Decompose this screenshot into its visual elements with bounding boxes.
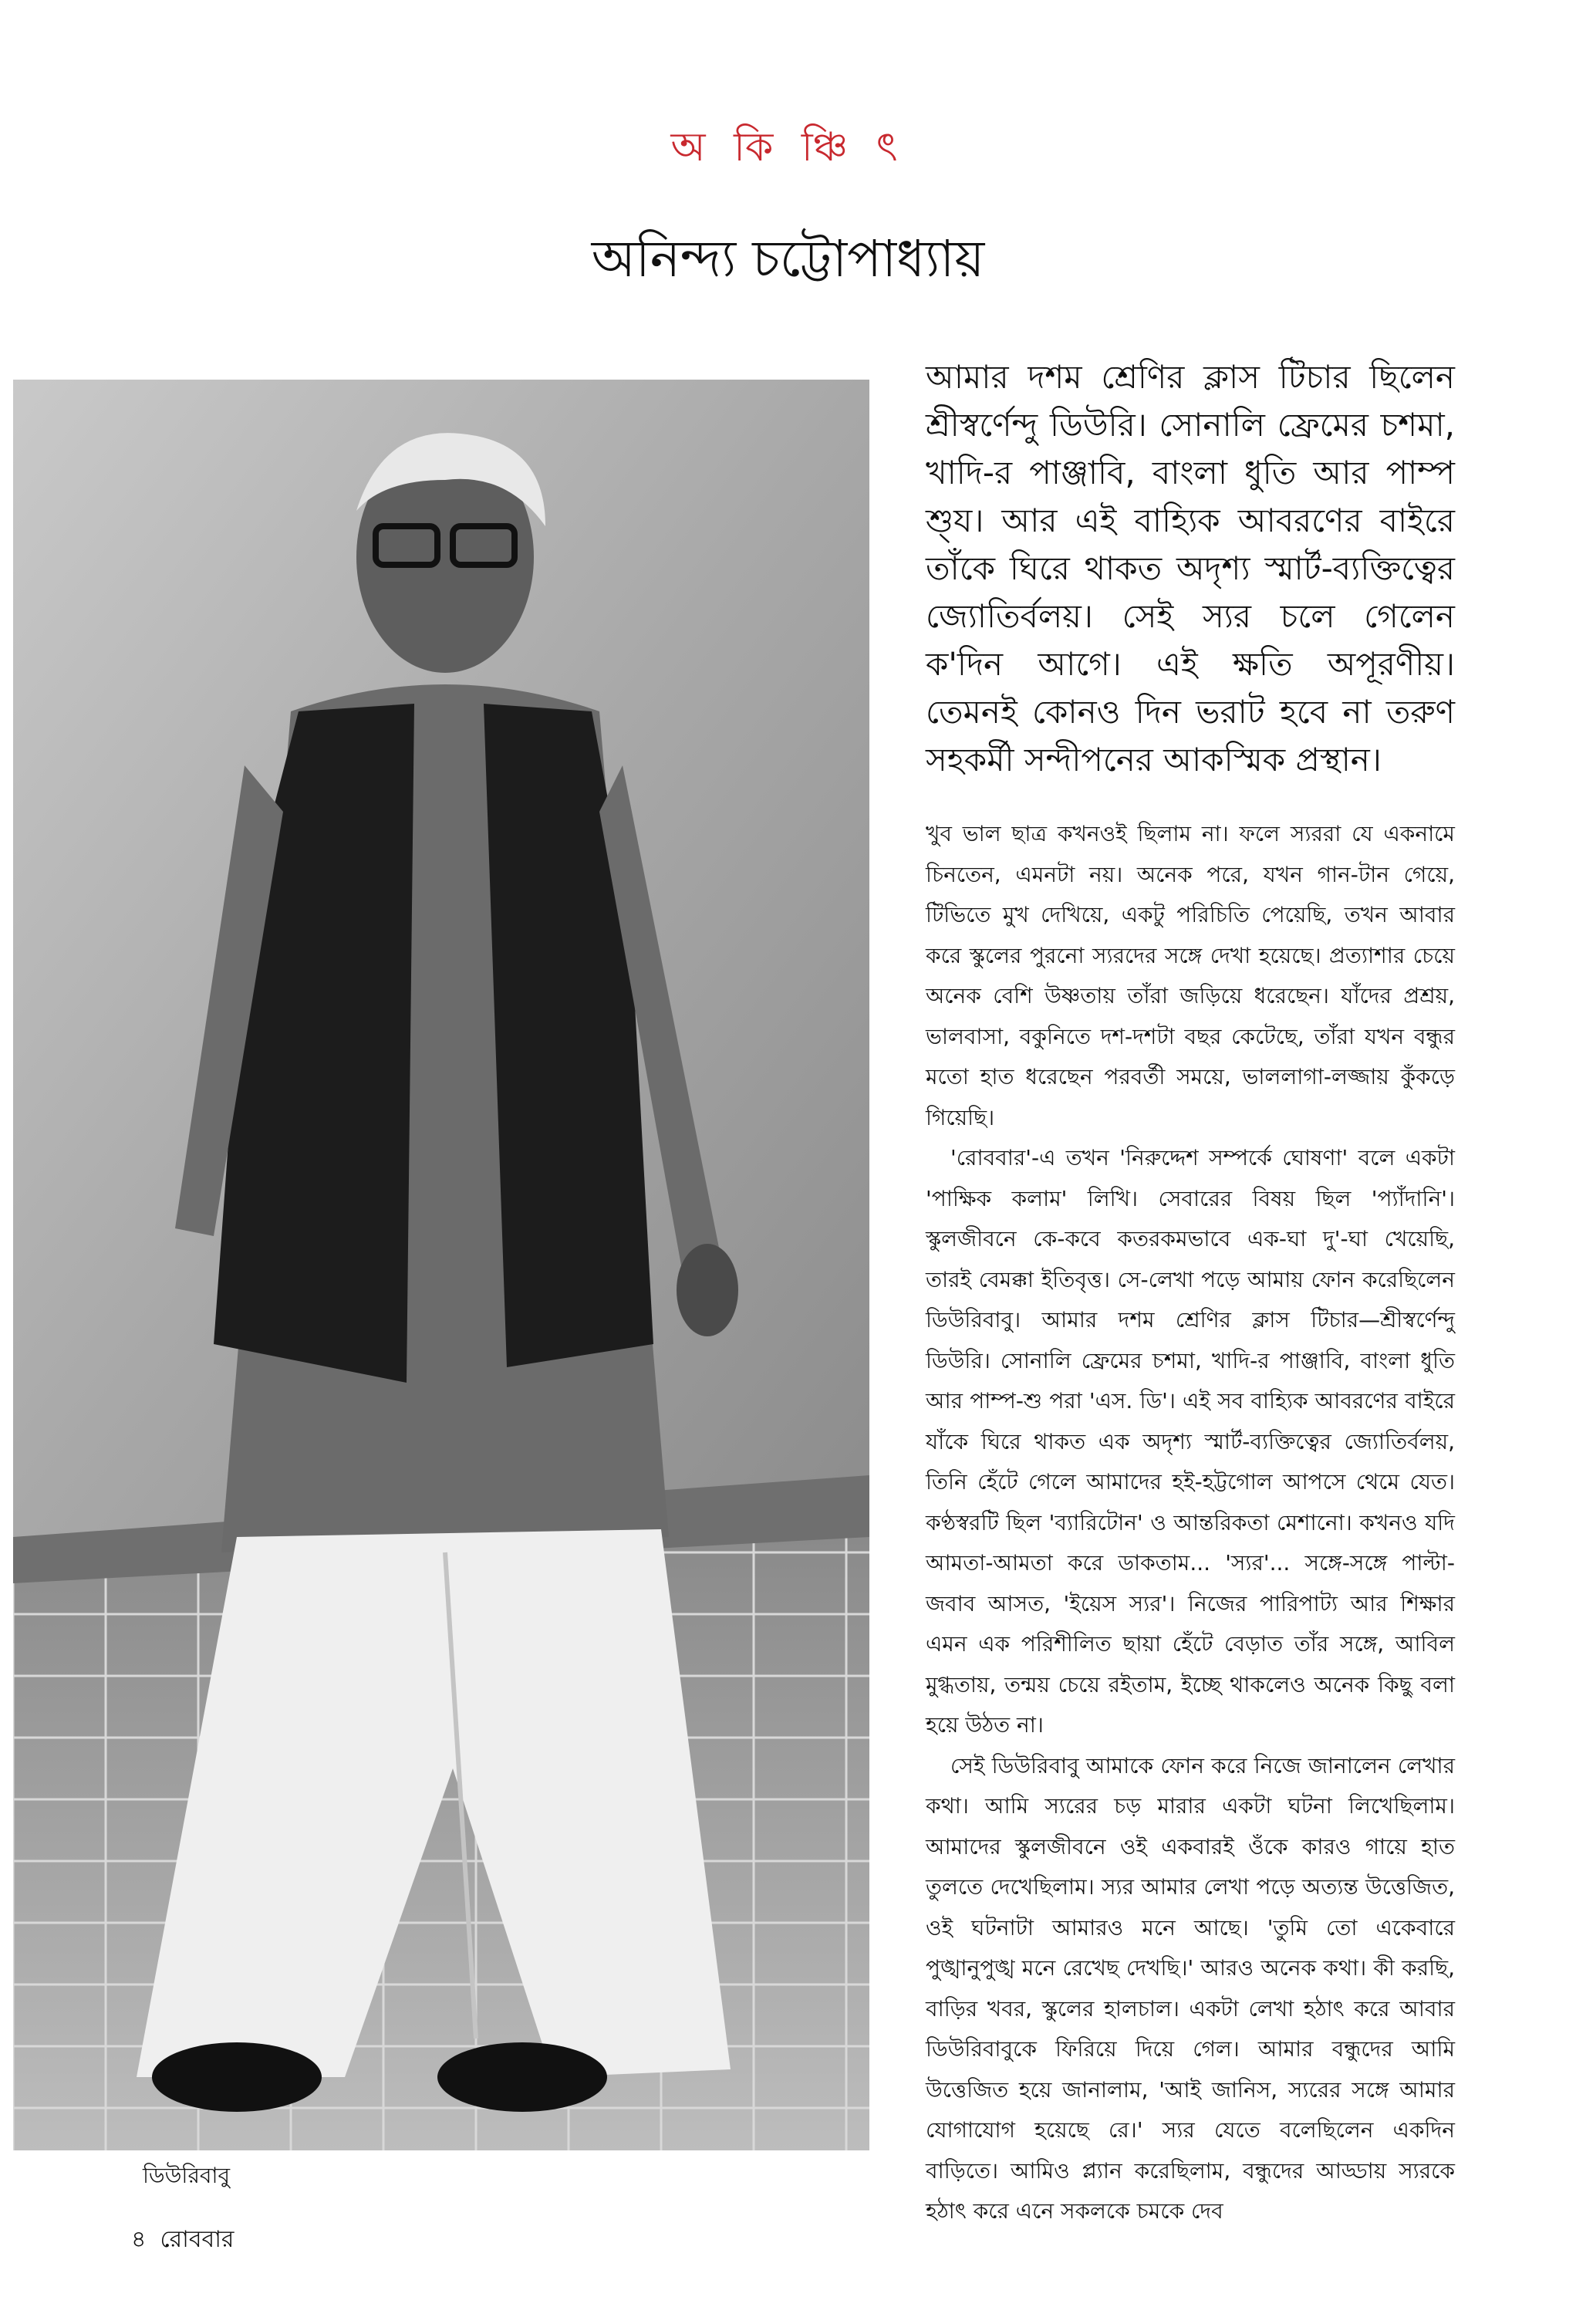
body-paragraph: খুব ভাল ছাত্র কখনওই ছিলাম না। ফলে স্যররা যে একনামে চিনতেন, এমনটা নয়। অনেক পরে, যখন গান-টান গেয়ে, টিভিতে মুখ দেখিয়ে, একটু পরিচিতি পেয়েছি, তখন আবার করে স্কুলের পুরনো স্যরদের সঙ্গে দেখা হয়েছে। প্রত্যাশার চেয়ে অনেক বেশি উষ্ণতায় তাঁরা জড়িয়ে ধরেছেন। যাঁদের প্রশ্রয়, ভালবাসা, বকুনিতে দশ-দশটা বছর কেটেছে, তাঁরা যখন বন্ধুর মতো হাত ধরেছেন পরবর্তী সময়ে, ভাললাগা-লজ্জায় কুঁকড়ে গিয়েছি।	[926, 821, 1455, 1130]
left-shoe	[152, 2042, 322, 2112]
page-folio	[131, 2221, 248, 2260]
portrait-photo	[13, 380, 869, 2150]
body-paragraph: 'রোববার'-এ তখন 'নিরুদ্দেশ সম্পর্কে ঘোষণা' বলে একটা 'পাক্ষিক কলাম' লিখি। সেবারের বিষয় ছিল 'প্যাঁদানি'। স্কুলজীবনে কে-কবে কতরকমভাবে এক-ঘা দু'-ঘা খেয়েছি, তারই বেমক্কা ইতিবৃত্ত। সে-লেখা পড়ে আমায় ফোন করেছিলেন ডিউরিবাবু। আমার দশম শ্রেণির ক্লাস টিচার—শ্রীস্বর্ণেন্দু ডিউরি। সোনালি ফ্রেমের চশমা, খাদি-র পাঞ্জাবি, বাংলা ধুতি আর পাম্প-শু পরা 'এস. ডি'। এই সব বাহ্যিক আবরণের বাইরে যাঁকে ঘিরে থাকত এক অদৃশ্য স্মার্ট-ব্যক্তিত্বের জ্যোতির্বলয়, তিনি হেঁটে গেলে আমাদের হই-হট্টগোল আপসে থেমে যেত। কণ্ঠস্বরটি ছিল 'ব্যারিটোন' ও আন্তরিকতা মেশানো। কখনও যদি আমতা-আমতা করে ডাকতাম... 'স্যর'... সঙ্গে-সঙ্গে পাল্টা-জবাব আসত, 'ইয়েস স্যর'। নিজের পারিপাট্য আর শিক্ষার এমন এক পরিশীলিত ছায়া হেঁটে বেড়াত তাঁর সঙ্গে, আবিল মুগ্ধতায়, তন্ময় চেয়ে রইতাম, ইচ্ছে থাকলেও অনেক কিছু বলা হয়ে উঠত না।	[926, 1145, 1455, 1738]
article-body	[926, 814, 1455, 2232]
author-byline: অনিন্দ্য চট্টোপাধ্যায়	[591, 229, 985, 289]
hand	[677, 1244, 738, 1336]
section-kicker: অ কি ঞ্চি ৎ	[670, 124, 906, 171]
publication-name: রোববার	[160, 2226, 235, 2253]
photo-caption: ডিউরিবাবু	[143, 2163, 231, 2188]
right-shoe	[437, 2042, 607, 2112]
portrait-illustration	[13, 380, 869, 2150]
page-number: ৪	[131, 2226, 147, 2253]
body-paragraph: সেই ডিউরিবাবু আমাকে ফোন করে নিজে জানালেন লেখার কথা। আমি স্যরের চড় মারার একটা ঘটনা লিখেছিলাম। আমাদের স্কুলজীবনে ওই একবারই ওঁকে কারও গায়ে হাত তুলতে দেখেছিলাম। স্যর আমার লেখা পড়ে অত্যন্ত উত্তেজিত, ওই ঘটনাটা আমারও মনে আছে। 'তুমি তো একেবারে পুঙ্খানুপুঙ্খ মনে রেখেছ দেখছি।' আরও অনেক কথা। কী করছি, বাড়ির খবর, স্কুলের হালচাল। একটা লেখা হঠাৎ করে আবার ডিউরিবাবুকে ফিরিয়ে দিয়ে গেল। আমার বন্ধুদের আমি উত্তেজিত হয়ে জানালাম, 'আই জানিস, স্যরের সঙ্গে আমার যোগাযোগ হয়েছে রে।' স্যর যেতে বলেছিলেন একদিন বাড়িতে। আমিও প্ল্যান করেছিলাম, বন্ধুদের আড্ডায় স্যরকে হঠাৎ করে এনে সকলকে চমকে দেব	[926, 1752, 1455, 2224]
article-lede: আমার দশম শ্রেণির ক্লাস টিচার ছিলেন শ্রীস্বর্ণেন্দু ডিউরি। সোনালি ফ্রেমের চশমা, খাদি-র পাঞ্জাবি, বাংলা ধুতি আর পাম্প শু্য। আর এই বাহ্যিক আবরণের বাইরে তাঁকে ঘিরে থাকত অদৃশ্য স্মার্ট-ব্যক্তিত্বের জ্যোতির্বলয়। সেই স্যর চলে গেলেন ক'দিন আগে। এই ক্ষতি অপূরণীয়। তেমনই কোনও দিন ভরাট হবে না তরুণ সহকর্মী সন্দীপনের আকস্মিক প্রস্থান।	[926, 358, 1455, 779]
